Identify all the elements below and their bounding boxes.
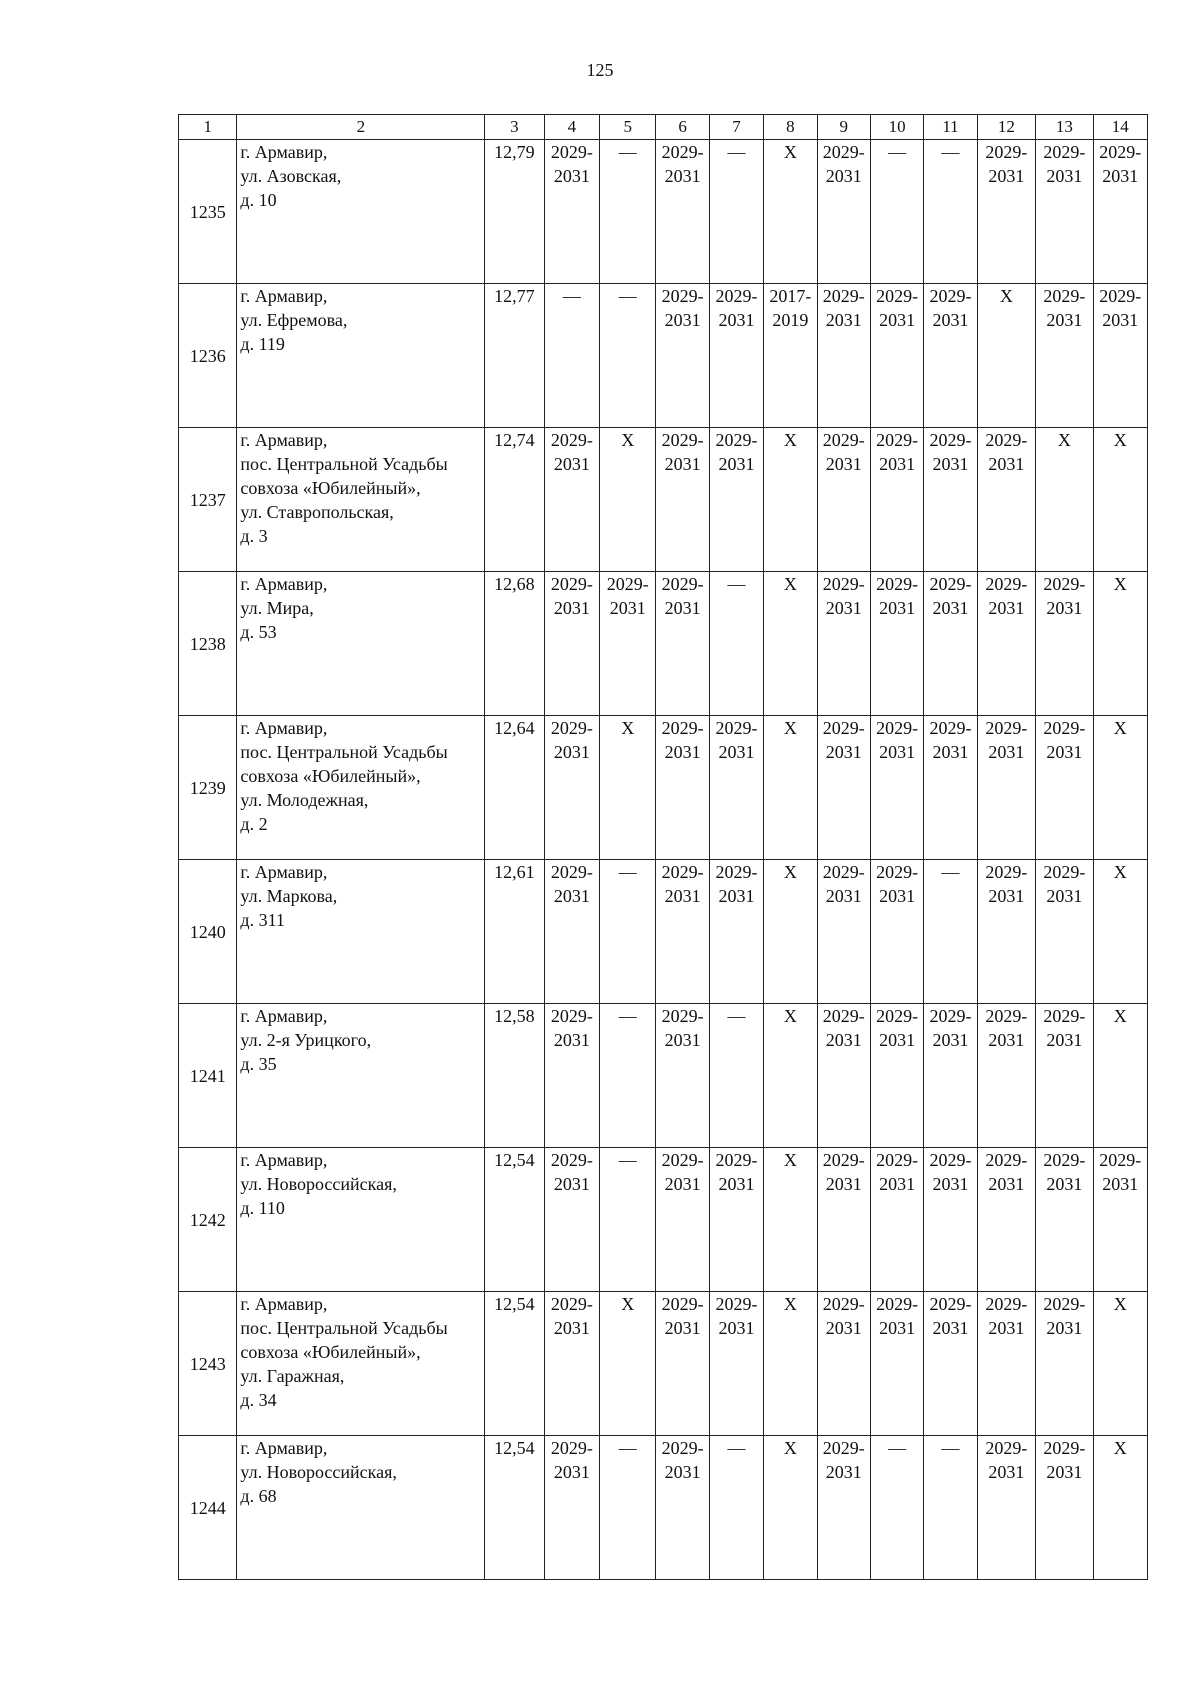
period-cell-col-5: — [600, 284, 656, 428]
period-cell-col-9: 2029- 2031 [817, 428, 870, 572]
table-row [179, 860, 1148, 1004]
address-line: д. 34 [240, 1390, 277, 1410]
table-row [179, 428, 1148, 572]
period-cell-col-12: 2029- 2031 [977, 140, 1035, 284]
column-header-13: 13 [1036, 115, 1093, 140]
area-cell: 12,54 [485, 1436, 544, 1580]
register-table [178, 114, 1148, 1580]
table-row [179, 1436, 1148, 1580]
table-body [179, 140, 1148, 1580]
area-cell: 12,58 [485, 1004, 544, 1148]
address-line: пос. Центральной Усадьбы [240, 1318, 448, 1338]
period-cell-col-13: 2029- 2031 [1036, 1148, 1093, 1292]
column-header-11: 11 [924, 115, 977, 140]
column-header-1: 1 [179, 115, 237, 140]
column-header-12: 12 [977, 115, 1035, 140]
period-cell-col-9: 2029- 2031 [817, 572, 870, 716]
address-cell [237, 428, 485, 572]
address-line: г. Армавир, [240, 142, 328, 162]
period-cell-col-4: — [544, 284, 599, 428]
column-header-14: 14 [1093, 115, 1147, 140]
period-cell-col-6: 2029- 2031 [656, 860, 709, 1004]
period-cell-col-11: 2029- 2031 [924, 1148, 977, 1292]
address-line: ул. Маркова, [240, 886, 338, 906]
area-cell: 12,61 [485, 860, 544, 1004]
period-cell-col-6: 2029- 2031 [656, 284, 709, 428]
period-cell-col-11: — [924, 140, 977, 284]
address-line: ул. Мира, [240, 598, 314, 618]
column-header-6: 6 [656, 115, 709, 140]
column-header-9: 9 [817, 115, 870, 140]
period-cell-col-5: X [600, 1292, 656, 1436]
period-cell-col-8: X [764, 1436, 817, 1580]
column-header-3: 3 [485, 115, 544, 140]
period-cell-col-7: 2029- 2031 [709, 1148, 763, 1292]
period-cell-col-12: 2029- 2031 [977, 572, 1035, 716]
period-cell-col-10: 2029- 2031 [870, 572, 923, 716]
period-cell-col-14: X [1093, 428, 1147, 572]
period-cell-col-14: X [1093, 1292, 1147, 1436]
address-cell [237, 140, 485, 284]
period-cell-col-14: X [1093, 716, 1147, 860]
period-cell-col-11: 2029- 2031 [924, 428, 977, 572]
period-cell-col-7: — [709, 572, 763, 716]
address-line: совхоза «Юбилейный», [240, 478, 421, 498]
period-cell-col-14: X [1093, 572, 1147, 716]
column-header-10: 10 [870, 115, 923, 140]
address-line: д. 35 [240, 1054, 277, 1074]
area-cell: 12,74 [485, 428, 544, 572]
period-cell-col-8: X [764, 860, 817, 1004]
period-cell-col-12: 2029- 2031 [977, 428, 1035, 572]
row-number: 1241 [179, 1004, 237, 1148]
period-cell-col-12: 2029- 2031 [977, 1148, 1035, 1292]
address-line: ул. Новороссийская, [240, 1174, 397, 1194]
address-line: г. Армавир, [240, 1438, 328, 1458]
period-cell-col-7: 2029- 2031 [709, 284, 763, 428]
area-cell: 12,54 [485, 1292, 544, 1436]
period-cell-col-10: 2029- 2031 [870, 1292, 923, 1436]
row-number: 1235 [179, 140, 237, 284]
period-cell-col-8: X [764, 1292, 817, 1436]
period-cell-col-4: 2029- 2031 [544, 428, 599, 572]
address-line: г. Армавир, [240, 862, 328, 882]
area-cell: 12,54 [485, 1148, 544, 1292]
period-cell-col-11: 2029- 2031 [924, 1292, 977, 1436]
period-cell-col-8: X [764, 140, 817, 284]
period-cell-col-14: X [1093, 1004, 1147, 1148]
column-header-4: 4 [544, 115, 599, 140]
period-cell-col-10: 2029- 2031 [870, 716, 923, 860]
address-line: ул. Гаражная, [240, 1366, 345, 1386]
period-cell-col-6: 2029- 2031 [656, 1148, 709, 1292]
address-line: ул. 2-я Урицкого, [240, 1030, 372, 1050]
address-cell [237, 572, 485, 716]
period-cell-col-5: X [600, 428, 656, 572]
period-cell-col-9: 2029- 2031 [817, 284, 870, 428]
period-cell-col-9: 2029- 2031 [817, 1292, 870, 1436]
period-cell-col-6: 2029- 2031 [656, 572, 709, 716]
address-cell [237, 716, 485, 860]
period-cell-col-6: 2029- 2031 [656, 428, 709, 572]
period-cell-col-8: X [764, 716, 817, 860]
period-cell-col-12: 2029- 2031 [977, 716, 1035, 860]
address-cell [237, 284, 485, 428]
period-cell-col-4: 2029- 2031 [544, 140, 599, 284]
address-line: совхоза «Юбилейный», [240, 766, 421, 786]
table-row [179, 1148, 1148, 1292]
period-cell-col-11: 2029- 2031 [924, 1004, 977, 1148]
period-cell-col-14: X [1093, 860, 1147, 1004]
period-cell-col-8: X [764, 428, 817, 572]
address-line: пос. Центральной Усадьбы [240, 454, 448, 474]
period-cell-col-10: 2029- 2031 [870, 428, 923, 572]
period-cell-col-11: — [924, 860, 977, 1004]
address-cell [237, 1436, 485, 1580]
period-cell-col-6: 2029- 2031 [656, 1292, 709, 1436]
period-cell-col-10: 2029- 2031 [870, 1148, 923, 1292]
table-row [179, 284, 1148, 428]
row-number: 1244 [179, 1436, 237, 1580]
period-cell-col-5: 2029- 2031 [600, 572, 656, 716]
period-cell-col-13: 2029- 2031 [1036, 860, 1093, 1004]
period-cell-col-7: — [709, 1004, 763, 1148]
address-cell [237, 1292, 485, 1436]
period-cell-col-12: 2029- 2031 [977, 1292, 1035, 1436]
address-line: г. Армавир, [240, 1150, 328, 1170]
address-line: г. Армавир, [240, 718, 328, 738]
period-cell-col-11: 2029- 2031 [924, 716, 977, 860]
table-row [179, 140, 1148, 284]
period-cell-col-13: 2029- 2031 [1036, 1436, 1093, 1580]
period-cell-col-9: 2029- 2031 [817, 860, 870, 1004]
row-number: 1238 [179, 572, 237, 716]
period-cell-col-13: 2029- 2031 [1036, 1292, 1093, 1436]
period-cell-col-9: 2029- 2031 [817, 1004, 870, 1148]
address-line: г. Армавир, [240, 1294, 328, 1314]
address-line: ул. Ефремова, [240, 310, 348, 330]
period-cell-col-7: 2029- 2031 [709, 428, 763, 572]
address-line: совхоза «Юбилейный», [240, 1342, 421, 1362]
area-cell: 12,64 [485, 716, 544, 860]
period-cell-col-12: 2029- 2031 [977, 1436, 1035, 1580]
period-cell-col-13: 2029- 2031 [1036, 572, 1093, 716]
table-row [179, 716, 1148, 860]
period-cell-col-8: X [764, 1148, 817, 1292]
address-cell [237, 1004, 485, 1148]
period-cell-col-8: X [764, 572, 817, 716]
period-cell-col-4: 2029- 2031 [544, 1436, 599, 1580]
period-cell-col-12: X [977, 284, 1035, 428]
period-cell-col-10: 2029- 2031 [870, 284, 923, 428]
table-row [179, 1004, 1148, 1148]
period-cell-col-14: 2029- 2031 [1093, 140, 1147, 284]
period-cell-col-7: — [709, 1436, 763, 1580]
period-cell-col-8: 2017- 2019 [764, 284, 817, 428]
table-row [179, 1292, 1148, 1436]
period-cell-col-5: — [600, 860, 656, 1004]
period-cell-col-4: 2029- 2031 [544, 572, 599, 716]
row-number: 1237 [179, 428, 237, 572]
period-cell-col-6: 2029- 2031 [656, 1004, 709, 1148]
period-cell-col-11: 2029- 2031 [924, 284, 977, 428]
row-number: 1242 [179, 1148, 237, 1292]
period-cell-col-14: X [1093, 1436, 1147, 1580]
column-header-2: 2 [237, 115, 485, 140]
address-line: д. 119 [240, 334, 285, 354]
address-line: пос. Центральной Усадьбы [240, 742, 448, 762]
address-line: д. 110 [240, 1198, 285, 1218]
address-line: ул. Азовская, [240, 166, 342, 186]
period-cell-col-10: — [870, 1436, 923, 1580]
period-cell-col-7: — [709, 140, 763, 284]
column-header-8: 8 [764, 115, 817, 140]
row-number: 1243 [179, 1292, 237, 1436]
period-cell-col-13: X [1036, 428, 1093, 572]
period-cell-col-11: — [924, 1436, 977, 1580]
period-cell-col-9: 2029- 2031 [817, 140, 870, 284]
column-header-5: 5 [600, 115, 656, 140]
period-cell-col-7: 2029- 2031 [709, 860, 763, 1004]
address-line: г. Армавир, [240, 430, 328, 450]
period-cell-col-10: — [870, 140, 923, 284]
period-cell-col-4: 2029- 2031 [544, 1148, 599, 1292]
period-cell-col-9: 2029- 2031 [817, 1148, 870, 1292]
period-cell-col-6: 2029- 2031 [656, 1436, 709, 1580]
row-number: 1239 [179, 716, 237, 860]
address-line: ул. Молодежная, [240, 790, 369, 810]
period-cell-col-4: 2029- 2031 [544, 1292, 599, 1436]
period-cell-col-4: 2029- 2031 [544, 860, 599, 1004]
period-cell-col-14: 2029- 2031 [1093, 1148, 1147, 1292]
address-line: д. 68 [240, 1486, 277, 1506]
period-cell-col-9: 2029- 2031 [817, 716, 870, 860]
period-cell-col-10: 2029- 2031 [870, 860, 923, 1004]
area-cell: 12,77 [485, 284, 544, 428]
row-number: 1240 [179, 860, 237, 1004]
table-row [179, 572, 1148, 716]
period-cell-col-8: X [764, 1004, 817, 1148]
period-cell-col-13: 2029- 2031 [1036, 284, 1093, 428]
period-cell-col-11: 2029- 2031 [924, 572, 977, 716]
period-cell-col-6: 2029- 2031 [656, 140, 709, 284]
period-cell-col-14: 2029- 2031 [1093, 284, 1147, 428]
address-line: д. 10 [240, 190, 277, 210]
address-line: д. 53 [240, 622, 277, 642]
period-cell-col-13: 2029- 2031 [1036, 140, 1093, 284]
period-cell-col-13: 2029- 2031 [1036, 716, 1093, 860]
address-cell [237, 1148, 485, 1292]
period-cell-col-7: 2029- 2031 [709, 716, 763, 860]
address-line: ул. Новороссийская, [240, 1462, 397, 1482]
address-line: г. Армавир, [240, 1006, 328, 1026]
area-cell: 12,68 [485, 572, 544, 716]
period-cell-col-5: X [600, 716, 656, 860]
period-cell-col-10: 2029- 2031 [870, 1004, 923, 1148]
period-cell-col-4: 2029- 2031 [544, 716, 599, 860]
period-cell-col-5: — [600, 140, 656, 284]
address-line: ул. Ставропольская, [240, 502, 394, 522]
address-line: г. Армавир, [240, 286, 328, 306]
row-number: 1236 [179, 284, 237, 428]
period-cell-col-5: — [600, 1148, 656, 1292]
period-cell-col-7: 2029- 2031 [709, 1292, 763, 1436]
column-header-7: 7 [709, 115, 763, 140]
address-line: д. 311 [240, 910, 285, 930]
period-cell-col-6: 2029- 2031 [656, 716, 709, 860]
address-line: д. 3 [240, 526, 268, 546]
page-number: 125 [586, 60, 614, 80]
period-cell-col-4: 2029- 2031 [544, 1004, 599, 1148]
address-line: д. 2 [240, 814, 268, 834]
period-cell-col-5: — [600, 1436, 656, 1580]
period-cell-col-9: 2029- 2031 [817, 1436, 870, 1580]
header-row [179, 115, 1148, 140]
address-cell [237, 860, 485, 1004]
area-cell: 12,79 [485, 140, 544, 284]
address-line: г. Армавир, [240, 574, 328, 594]
period-cell-col-5: — [600, 1004, 656, 1148]
period-cell-col-12: 2029- 2031 [977, 860, 1035, 1004]
period-cell-col-13: 2029- 2031 [1036, 1004, 1093, 1148]
period-cell-col-12: 2029- 2031 [977, 1004, 1035, 1148]
